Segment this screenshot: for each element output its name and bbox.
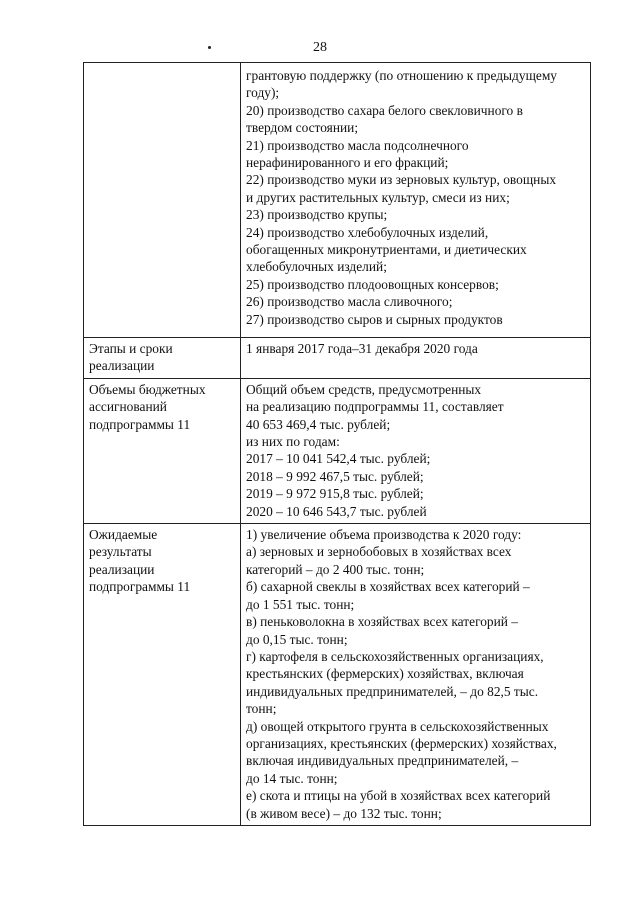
- production-item-line: 25) производство плодоовощных консервов;: [246, 276, 499, 292]
- results-text-line: категорий – до 2 400 тыс. тонн;: [246, 561, 425, 577]
- results-text-line: а) зерновых и зернобобовых в хозяйствах всех: [246, 544, 512, 560]
- table-row-stages: [84, 338, 591, 379]
- budget-label-line: Объемы бюджетных: [89, 381, 206, 397]
- results-text-line: б) сахарной свеклы в хозяйствах всех категорий –: [246, 579, 530, 595]
- results-text-line: д) овощей открытого грунта в сельскохозяйственных: [246, 718, 549, 734]
- results-label-line: подпрограммы 11: [89, 579, 191, 595]
- production-item-line: обогащенных микронутриентами, и диетических: [246, 242, 527, 258]
- production-item-line: 24) производство хлебобулочных изделий,: [246, 224, 489, 240]
- budget-text-line: из них по годам:: [246, 434, 340, 450]
- production-item-line: и других растительных культур, смеси из них;: [246, 189, 510, 205]
- results-text-line: е) скота и птицы на убой в хозяйствах всех категорий: [246, 788, 551, 804]
- subprogram-passport-table: [83, 62, 591, 826]
- production-item-line: 22) производство муки из зерновых культур, овощных: [246, 172, 557, 188]
- production-item-line: 20) производство сахара белого свекловичного в: [246, 102, 523, 118]
- production-item-line: году);: [246, 85, 280, 101]
- table-row-continuation: [84, 63, 591, 338]
- production-item-line: 26) производство масла сливочного;: [246, 294, 453, 310]
- row-label-results: [84, 524, 241, 826]
- results-text-line: организациях, крестьянских (фермерских) хозяйствах,: [246, 735, 557, 751]
- production-item-line: хлебобулочных изделий;: [246, 259, 387, 275]
- row-label-empty: [84, 63, 241, 338]
- budget-text-line: 40 653 469,4 тыс. рублей;: [246, 416, 391, 432]
- budget-label-line: подпрограммы 11: [89, 416, 191, 432]
- budget-text-line: 2017 – 10 041 542,4 тыс. рублей;: [246, 451, 431, 467]
- stages-text-line: 1 января 2017 года–31 декабря 2020 года: [246, 341, 478, 356]
- production-item-line: 27) производство сыров и сырных продуктов: [246, 311, 503, 327]
- production-item-line: 23) производство крупы;: [246, 207, 388, 223]
- row-content-production-list: [241, 63, 591, 338]
- results-label-line: Ожидаемые: [89, 527, 158, 543]
- row-label-budget: [84, 378, 241, 523]
- row-content-stages: [241, 338, 591, 379]
- results-text-line: индивидуальных предпринимателей, – до 82,5 тыс.: [246, 683, 539, 699]
- budget-text-line: Общий объем средств, предусмотренных: [246, 381, 482, 397]
- stages-label-line: реализации: [89, 358, 155, 374]
- row-content-results: [241, 524, 591, 826]
- results-text-line: до 0,15 тыс. тонн;: [246, 631, 348, 647]
- results-text-line: 1) увеличение объема производства к 2020 году:: [246, 527, 522, 543]
- table-row-results: [84, 524, 591, 826]
- production-item-line: 21) производство масла подсолнечного: [246, 137, 469, 153]
- production-item-line: грантовую поддержку (по отношению к предыдущему: [246, 68, 557, 83]
- results-label-line: результаты: [89, 544, 152, 560]
- results-text-line: крестьянских (фермерских) хозяйствах, включая: [246, 666, 524, 682]
- results-text-line: (в живом весе) – до 132 тыс. тонн;: [246, 805, 442, 821]
- results-label-line: реализации: [89, 561, 155, 577]
- results-text-line: тонн;: [246, 701, 277, 717]
- budget-label-line: ассигнований: [89, 399, 167, 415]
- budget-text-line: 2020 – 10 646 543,7 тыс. рублей: [246, 503, 427, 519]
- table-row-budget: [84, 378, 591, 523]
- results-text-line: включая индивидуальных предпринимателей, –: [246, 753, 519, 769]
- results-text-line: г) картофеля в сельскохозяйственных организациях,: [246, 648, 544, 664]
- row-content-budget: [241, 378, 591, 523]
- budget-text-line: на реализацию подпрограммы 11, составляет: [246, 399, 504, 415]
- page-number: 28: [313, 40, 327, 55]
- production-item-line: нерафинированного и его фракций;: [246, 155, 449, 171]
- production-item-line: твердом состоянии;: [246, 120, 359, 136]
- results-text-line: до 1 551 тыс. тонн;: [246, 596, 355, 612]
- stages-label-line: Этапы и сроки: [89, 341, 173, 356]
- results-text-line: в) пеньковолокна в хозяйствах всех категорий –: [246, 614, 518, 630]
- row-label-stages: [84, 338, 241, 379]
- budget-text-line: 2018 – 9 992 467,5 тыс. рублей;: [246, 468, 424, 484]
- budget-text-line: 2019 – 9 972 915,8 тыс. рублей;: [246, 486, 424, 502]
- results-text-line: до 14 тыс. тонн;: [246, 770, 338, 786]
- scan-dot-mark: [208, 46, 211, 49]
